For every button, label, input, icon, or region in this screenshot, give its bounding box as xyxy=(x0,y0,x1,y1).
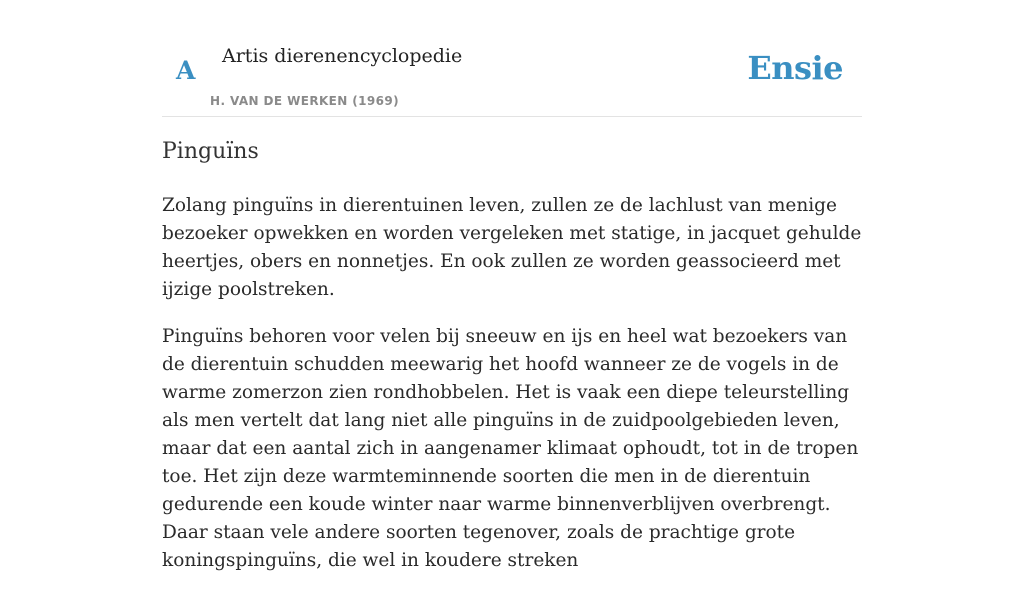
author-label: H. VAN DE WERKEN (1969) xyxy=(210,94,400,108)
paragraph: Zolang pinguïns in dierentuinen leven, zullen ze de lachlust van menige bezoeker opwekken en worden vergeleken met statige, in jacquet gehulde heertjes, obers en nonnetjes. En ook zullen ze worden geassocieerd met ijzige poolstreken. xyxy=(162,195,862,300)
article-body xyxy=(162,192,862,594)
book-logo-link[interactable]: A xyxy=(176,56,196,85)
ensie-logo-link[interactable]: Ensie xyxy=(747,49,843,87)
article-title: Pinguïns xyxy=(162,139,259,164)
paragraph: Pinguïns behoren voor velen bij sneeuw en ijs en heel wat bezoekers van de dierentuin schudden meewarig het hoofd wanneer ze de vogels in de warme zomerzon zien rondhobbelen. Het is vaak een diepe teleurstelling als men vertelt dat lang niet alle pinguïns in de zuidpoolgebieden leven, maar dat een aantal zich in aangenamer klimaat ophoudt, tot in de tropen toe. Het zijn deze warmteminnende soorten die men in de dierentuin gedurende een koude winter naar warme binnenverblijven overbrengt. Daar staan vele andere soorten tegenover, zoals de prachtige grote koningspinguïns, die wel in koudere streken xyxy=(162,326,859,571)
book-title-link[interactable]: Artis dierenencyclopedie xyxy=(222,45,463,67)
header xyxy=(162,0,862,117)
